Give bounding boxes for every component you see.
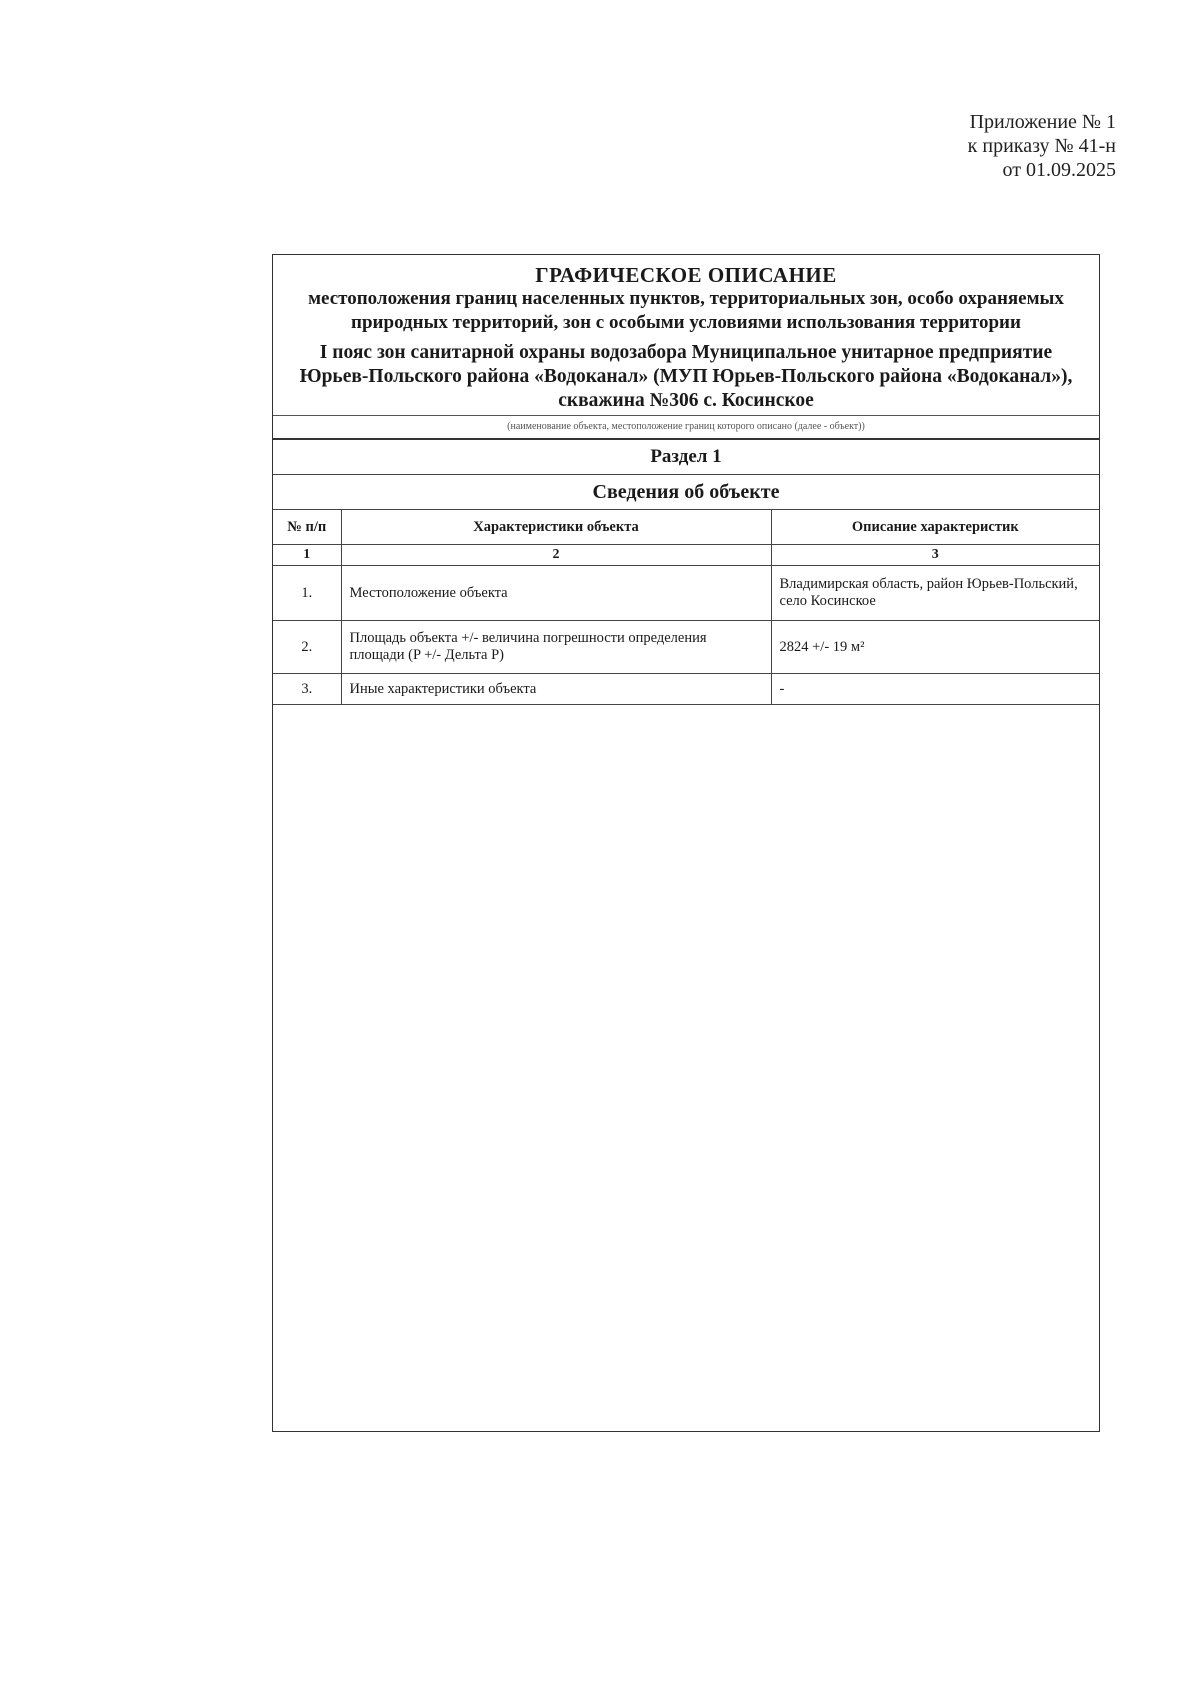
table-row: [273, 621, 1099, 674]
row-characteristic: Иные характеристики объекта: [341, 674, 771, 705]
column-number-2: 2: [341, 545, 771, 566]
appendix-reference: [968, 110, 1116, 182]
appendix-line-3: от 01.09.2025: [1002, 159, 1116, 181]
document-title: ГРАФИЧЕСКОЕ ОПИСАНИЕ: [535, 263, 837, 287]
column-header-description: Описание характеристик: [771, 510, 1099, 545]
table-row: [273, 674, 1099, 705]
row-description: -: [771, 674, 1099, 705]
section-title: Раздел 1: [273, 438, 1099, 474]
object-name: I пояс зон санитарной охраны водозабора Муниципальное унитарное предприятие Юрьев-Польского района «Водоканал» (МУП Юрьев-Польского района «Водоканал»), скважина №306 с. Косинское: [299, 342, 1073, 411]
row-description: Владимирская область, район Юрьев-Польский, село Косинское: [771, 566, 1099, 621]
appendix-line-1: Приложение № 1: [969, 111, 1116, 133]
column-header-number: № п/п: [273, 510, 341, 545]
row-description: 2824 +/- 19 м²: [771, 621, 1099, 674]
appendix-line-2: к приказу № 41-н: [967, 135, 1116, 157]
column-header-characteristic: Характеристики объекта: [341, 510, 771, 545]
table-row: [273, 566, 1099, 621]
document-frame: [272, 254, 1100, 1432]
row-number: 2.: [273, 621, 341, 674]
row-characteristic: Площадь объекта +/- величина погрешности определения площади (P +/- Дельта P): [341, 621, 771, 674]
object-name-hint: (наименование объекта, местоположение границ которого описано (далее - объект)): [273, 415, 1099, 438]
row-number: 3.: [273, 674, 341, 705]
table-column-numbers-row: [273, 545, 1099, 566]
document-subtitle: местоположения границ населенных пунктов, территориальных зон, особо охраняемых природных территорий, зон с особыми условиями использования территории: [308, 288, 1064, 333]
column-number-3: 3: [771, 545, 1099, 566]
row-characteristic: Местоположение объекта: [341, 566, 771, 621]
object-info-table: [273, 509, 1099, 705]
table-header-row: [273, 510, 1099, 545]
document-header: [273, 255, 1099, 413]
column-number-1: 1: [273, 545, 341, 566]
row-number: 1.: [273, 566, 341, 621]
section-subtitle: Сведения об объекте: [273, 474, 1099, 509]
